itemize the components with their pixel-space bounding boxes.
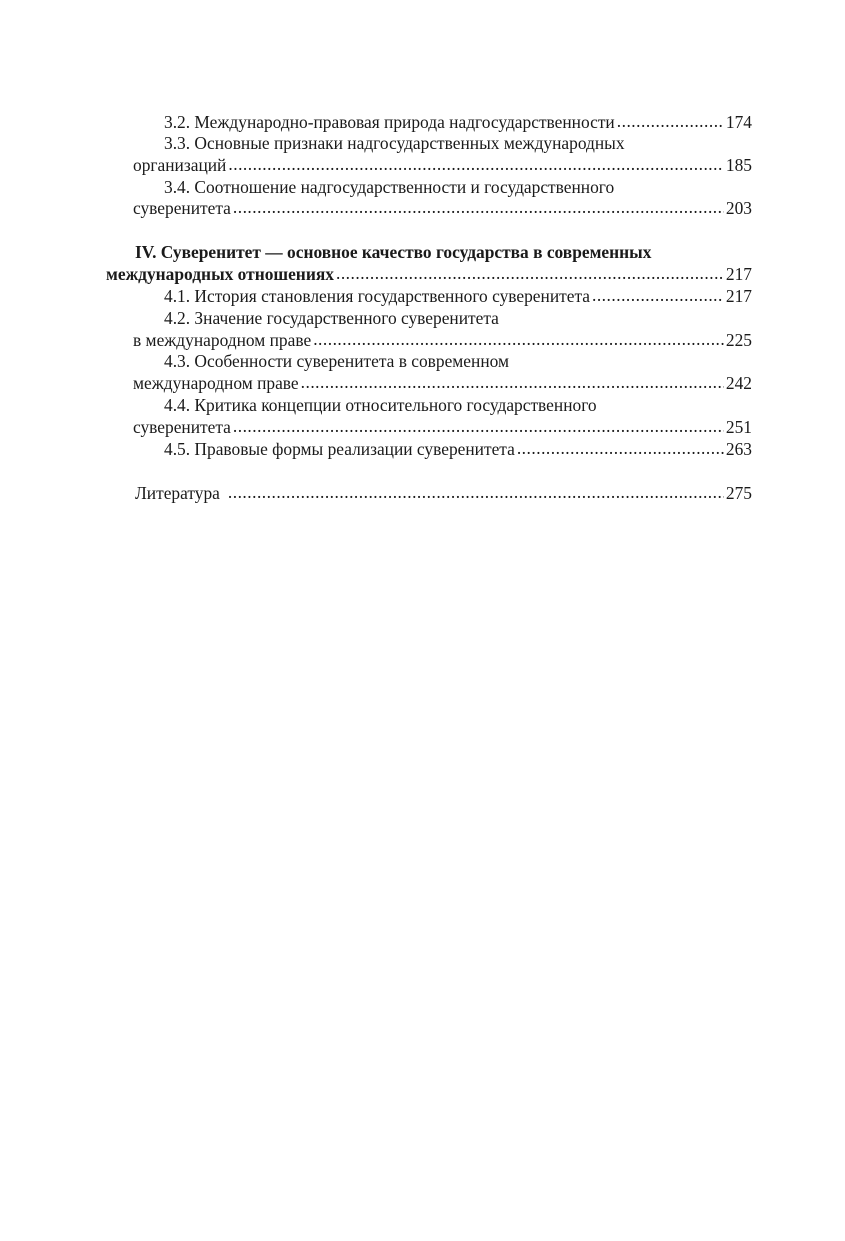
toc-entry-page: 275 (725, 483, 752, 503)
toc-entry-title-continuation: суверенитета (133, 198, 231, 218)
toc-entry-3-4[interactable] (133, 197, 752, 219)
toc-entry-page: 225 (725, 330, 752, 350)
toc-entry-3-3-title[interactable]: 3.3. Основные признаки надгосударственных международных (164, 133, 625, 153)
toc-entry-4-3[interactable] (133, 372, 752, 394)
dot-leader (313, 328, 724, 350)
toc-entry-title-continuation: организаций (133, 155, 227, 175)
toc-entry-4-5[interactable] (164, 438, 752, 460)
toc-entry-3-3[interactable] (133, 154, 752, 176)
toc-entry-page: 174 (725, 112, 752, 132)
toc-entry-page: 242 (725, 373, 752, 393)
toc-chapter-4-title[interactable]: IV. Суверенитет — основное качество государства в современных (135, 242, 652, 262)
toc-entry-page: 217 (725, 264, 752, 284)
toc-entry-literature[interactable] (135, 482, 752, 504)
dot-leader (228, 153, 724, 175)
toc-entry-page: 217 (725, 286, 752, 306)
toc-entry-4-4-title[interactable]: 4.4. Критика концепции относительного государственного (164, 395, 597, 415)
toc-entry-page: 251 (725, 417, 752, 437)
toc-entry-3-4-title[interactable]: 3.4. Соотношение надгосударственности и государственного (164, 177, 615, 197)
toc-entry-title-continuation: суверенитета (133, 417, 231, 437)
dot-leader (301, 371, 724, 393)
dot-leader (233, 196, 724, 218)
dot-leader (592, 284, 724, 306)
toc-entry-title: 4.1. История становления государственного суверенитета (164, 286, 590, 306)
toc-entry-4-1[interactable] (164, 285, 752, 307)
toc-entry-4-2-title[interactable]: 4.2. Значение государственного суверенитета (164, 308, 499, 328)
toc-entry-title-continuation: международном праве (133, 373, 299, 393)
toc-entry-title: 3.2. Международно-правовая природа надгосударственности (164, 112, 615, 132)
dot-leader (617, 110, 724, 132)
toc-entry-page: 185 (725, 155, 752, 175)
toc-chapter-4[interactable] (106, 263, 752, 285)
toc-entry-4-4[interactable] (133, 416, 752, 438)
dot-leader (228, 481, 724, 503)
toc-entry-title-continuation: международных отношениях (106, 264, 334, 284)
toc-entry-title: Литература (135, 483, 220, 503)
dot-leader (233, 415, 724, 437)
toc-entry-3-2[interactable] (164, 111, 752, 133)
toc-entry-page: 203 (725, 198, 752, 218)
toc-entry-4-2[interactable] (133, 329, 752, 351)
toc-entry-title: 4.5. Правовые формы реализации суверенитета (164, 439, 515, 459)
toc-entry-page: 263 (725, 439, 752, 459)
dot-leader (517, 437, 724, 459)
dot-leader (336, 262, 724, 284)
toc-entry-4-3-title[interactable]: 4.3. Особенности суверенитета в современном (164, 351, 510, 371)
toc-entry-title-continuation: в международном праве (133, 330, 312, 350)
